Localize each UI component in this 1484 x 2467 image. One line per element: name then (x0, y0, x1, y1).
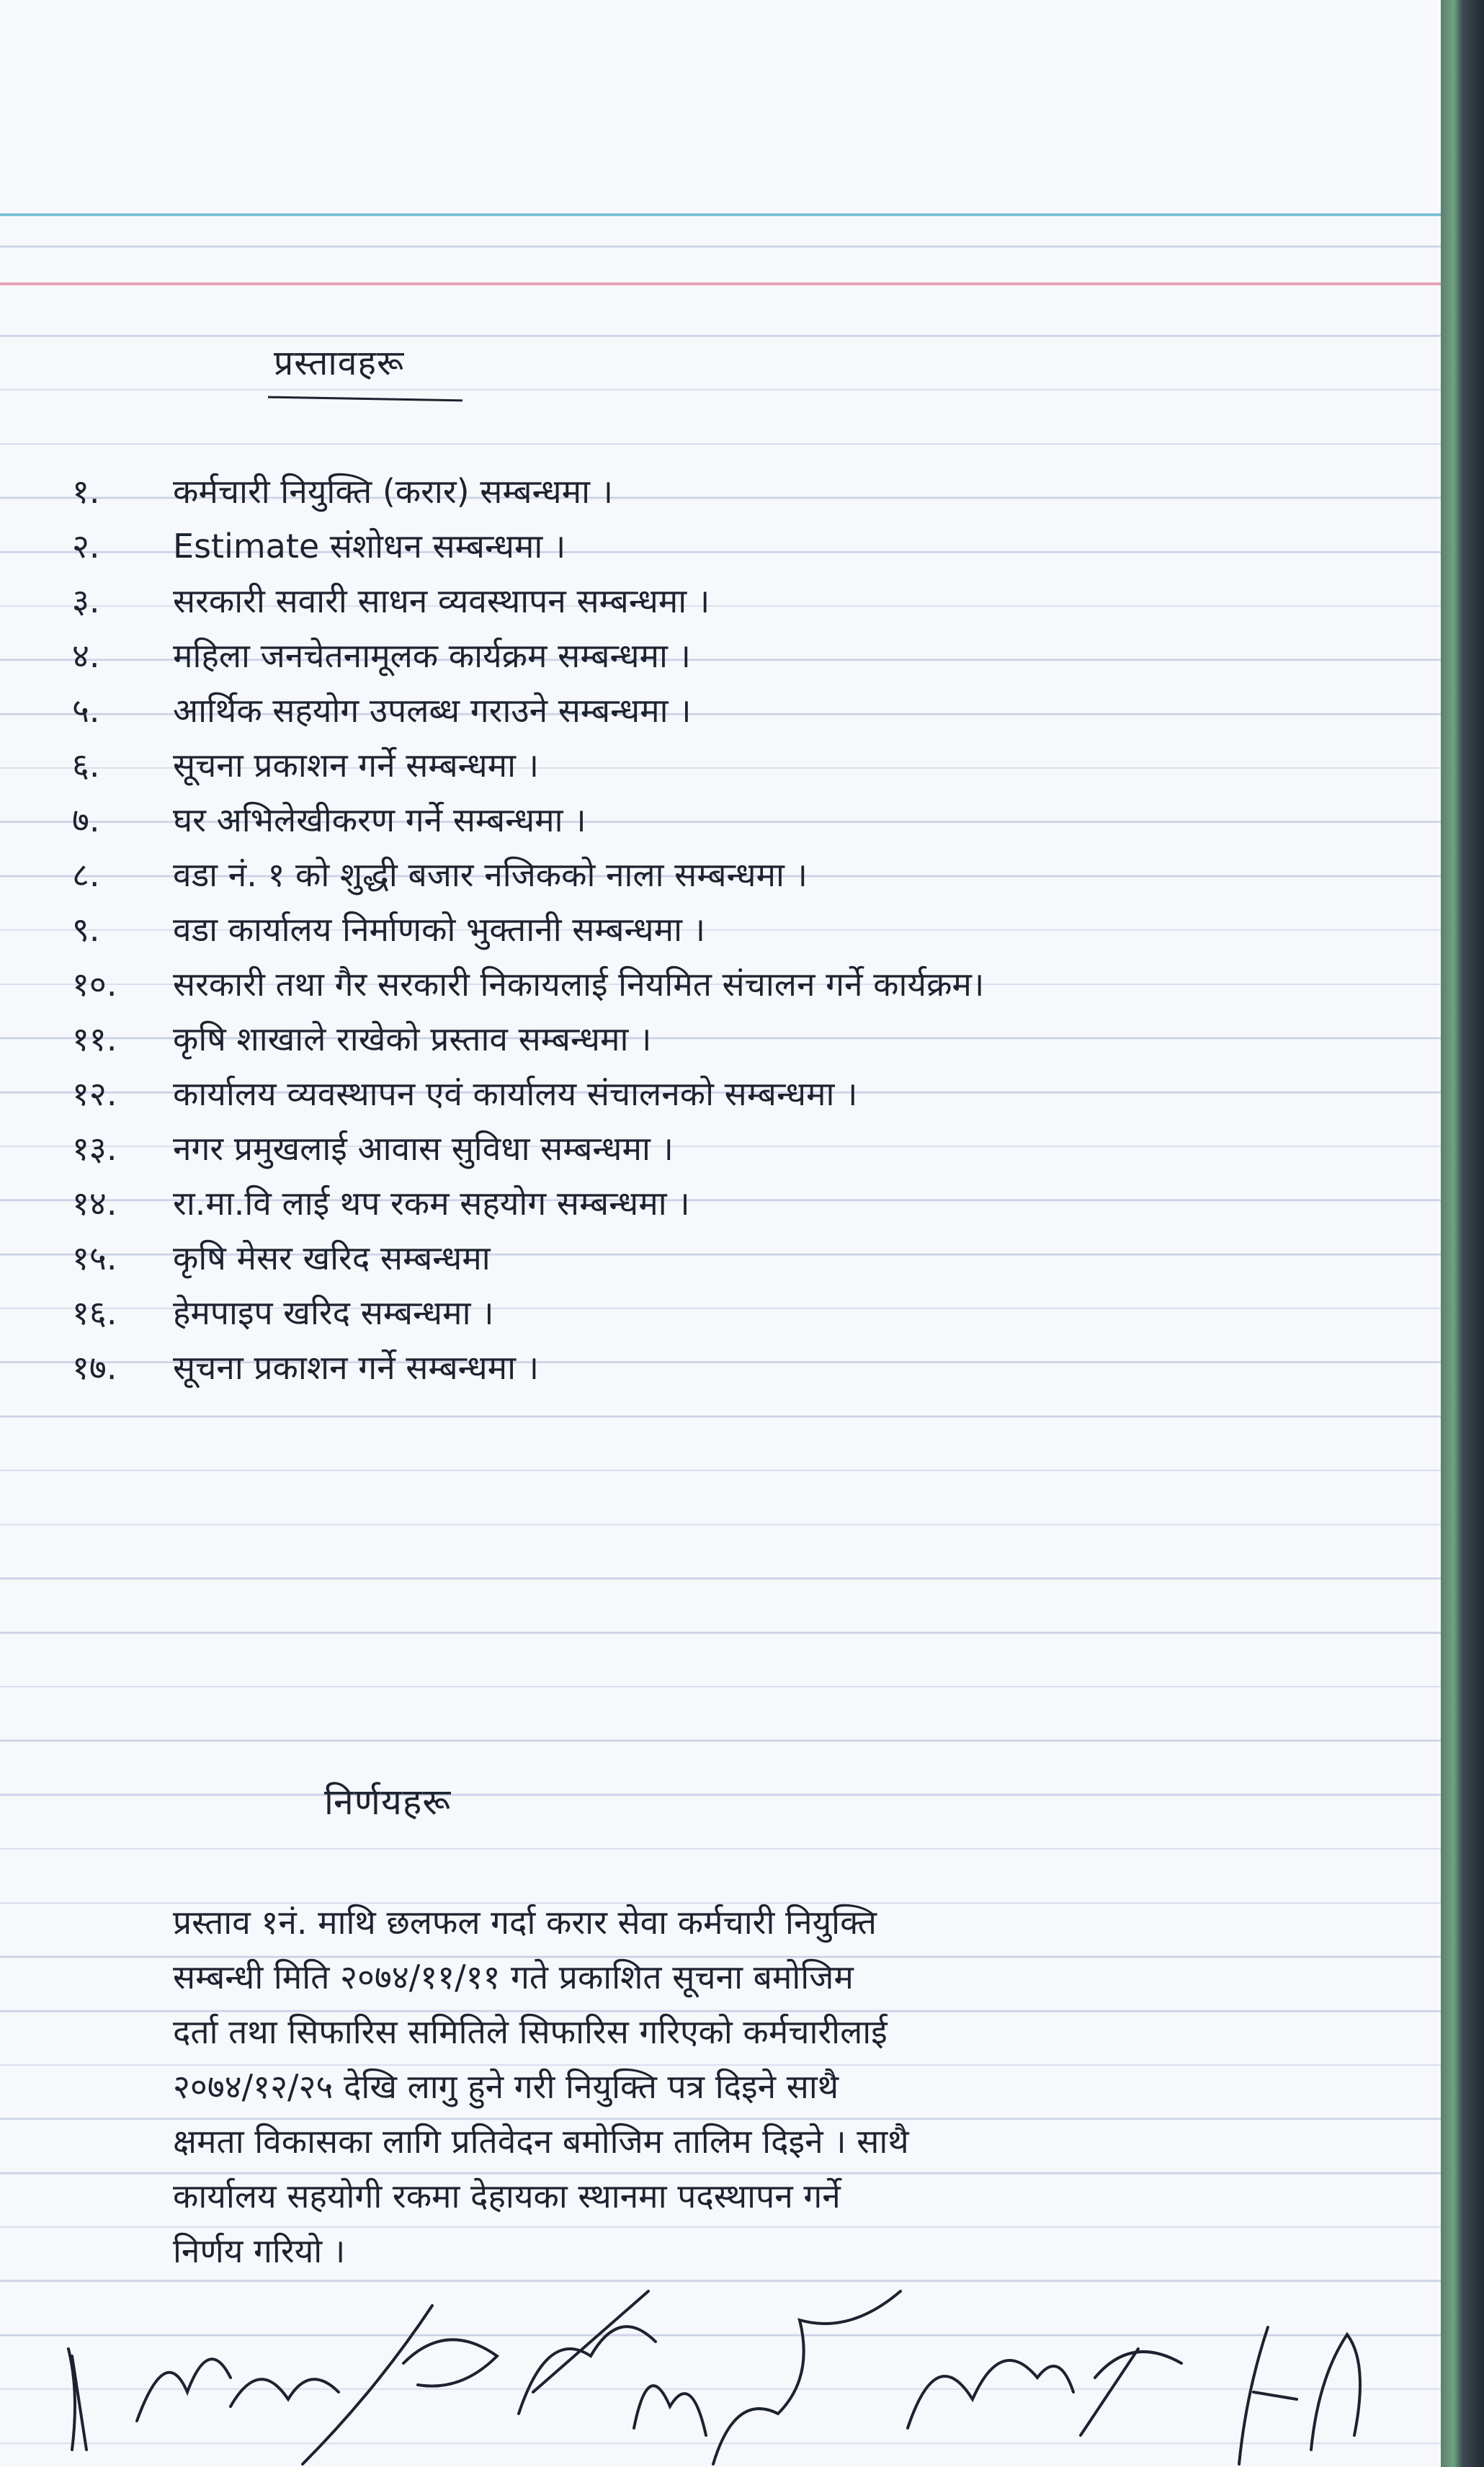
proposal-number: ७. (72, 800, 100, 839)
proposal-item (72, 1125, 1426, 1180)
signature-7 (713, 2291, 900, 2464)
signature-9 (1081, 2349, 1181, 2435)
proposal-text: सरकारी सवारी साधन व्यवस्थापन सम्बन्धमा । (173, 581, 710, 620)
proposal-text: हेमपाइप खरिद सम्बन्धमा । (173, 1293, 494, 1332)
signature-6 (634, 2386, 706, 2435)
signature-10 (1239, 2327, 1297, 2464)
proposal-text: Estimate संशोधन सम्बन्धमा । (173, 527, 566, 566)
proposal-number: ६. (72, 746, 100, 785)
proposal-text: महिला जनचेतनामूलक कार्यक्रम सम्बन्धमा । (173, 636, 691, 675)
proposal-item (72, 468, 1426, 523)
proposal-text: सूचना प्रकाशन गर्ने सम्बन्धमा । (173, 1348, 540, 1387)
proposal-text: वडा नं. १ को शुद्धी बजार नजिकको नाला सम्बन्धमा । (173, 855, 808, 894)
signature-3 (231, 2379, 339, 2406)
signature-1 (68, 2349, 86, 2450)
proposal-number: १. (72, 472, 100, 511)
proposal-number: ५. (72, 691, 100, 730)
header-rule-pink (0, 282, 1441, 285)
proposal-item (72, 1290, 1426, 1344)
proposal-number: ९. (72, 910, 100, 949)
proposal-item (72, 1016, 1426, 1071)
proposal-number: ४. (72, 636, 100, 675)
proposal-item (72, 1180, 1426, 1235)
proposal-text: कृषि मेसर खरिद सम्बन्धमा (173, 1239, 491, 1277)
proposal-number: १०. (72, 965, 117, 1004)
proposal-text: आर्थिक सहयोग उपलब्ध गराउने सम्बन्धमा । (173, 691, 692, 730)
proposal-text: नगर प्रमुखलाई आवास सुविधा सम्बन्धमा । (173, 1129, 674, 1168)
proposal-number: १३. (72, 1129, 117, 1168)
proposal-item (72, 523, 1426, 578)
proposal-item (72, 578, 1426, 633)
proposal-item (72, 687, 1426, 742)
proposal-text: कार्यालय व्यवस्थापन एवं कार्यालय संचालनको सम्बन्धमा । (173, 1074, 858, 1113)
signature-11 (1311, 2334, 1360, 2450)
proposal-item (72, 633, 1426, 687)
proposal-number: ३. (72, 581, 100, 620)
proposal-number: १२. (72, 1074, 117, 1113)
proposal-number: २. (72, 527, 100, 566)
proposal-item (72, 961, 1426, 1016)
signature-area (0, 2248, 1441, 2467)
signature-5 (519, 2291, 656, 2414)
proposal-text: कृषि शाखाले राखेको प्रस्ताव सम्बन्धमा । (173, 1020, 652, 1058)
notebook-edge (1441, 0, 1484, 2467)
proposal-number: १५. (72, 1239, 117, 1277)
proposal-text: सरकारी तथा गैर सरकारी निकायलाई नियमित संचालन गर्ने कार्यक्रम। (173, 965, 985, 1004)
proposal-number: ८. (72, 855, 100, 894)
page-header-area (0, 0, 1441, 216)
decisions-heading: निर्णयहरू (324, 1781, 452, 1823)
proposal-item (72, 906, 1426, 961)
proposals-heading-underline (268, 396, 462, 402)
proposal-item (72, 1235, 1426, 1290)
proposal-item (72, 1344, 1426, 1399)
proposal-text: रा.मा.वि लाई थप रकम सहयोग सम्बन्धमा । (173, 1184, 690, 1223)
proposal-item (72, 852, 1426, 906)
proposal-text: वडा कार्यालय निर्माणको भुक्तानी सम्बन्धमा । (173, 910, 706, 949)
signature-2 (137, 2359, 231, 2421)
proposal-item (72, 1071, 1426, 1125)
proposal-number: १६. (72, 1293, 117, 1332)
proposal-number: १४. (72, 1184, 117, 1223)
proposal-text: घर अभिलेखीकरण गर्ने सम्बन्धमा । (173, 800, 586, 839)
proposal-number: ११. (72, 1020, 117, 1058)
signature-8 (908, 2360, 1073, 2428)
proposal-item (72, 742, 1426, 797)
header-rule-blue (0, 213, 1441, 216)
proposal-text: सूचना प्रकाशन गर्ने सम्बन्धमा । (173, 746, 540, 785)
proposal-number: १७. (72, 1348, 117, 1387)
proposal-item (72, 797, 1426, 852)
decision-text: प्रस्ताव १नं. माथि छलफल गर्दा करार सेवा कर्मचारी नियुक्ति सम्बन्धी मिति २०७४/११/११ गते प्रकाशित सूचना बमोजिम दर्ता तथा सिफारिस समितिले सिफारिस गरिएको कर्मचारीलाई २०७४/१२/२५ देखि लागु हुने गरी नियुक्ति पत्र दिइने साथै क्षमता विकासका लागि प्रतिवेदन बमोजिम तालिम दिइने । साथै कार्यालय सहयोगी रकमा देहायका स्थानमा पदस्थापन गर्ने निर्णय गरियो । (173, 1903, 909, 2270)
proposal-text: कर्मचारी नियुक्ति (करार) सम्बन्धमा । (173, 472, 614, 511)
proposals-heading: प्रस्तावहरू (274, 343, 405, 383)
